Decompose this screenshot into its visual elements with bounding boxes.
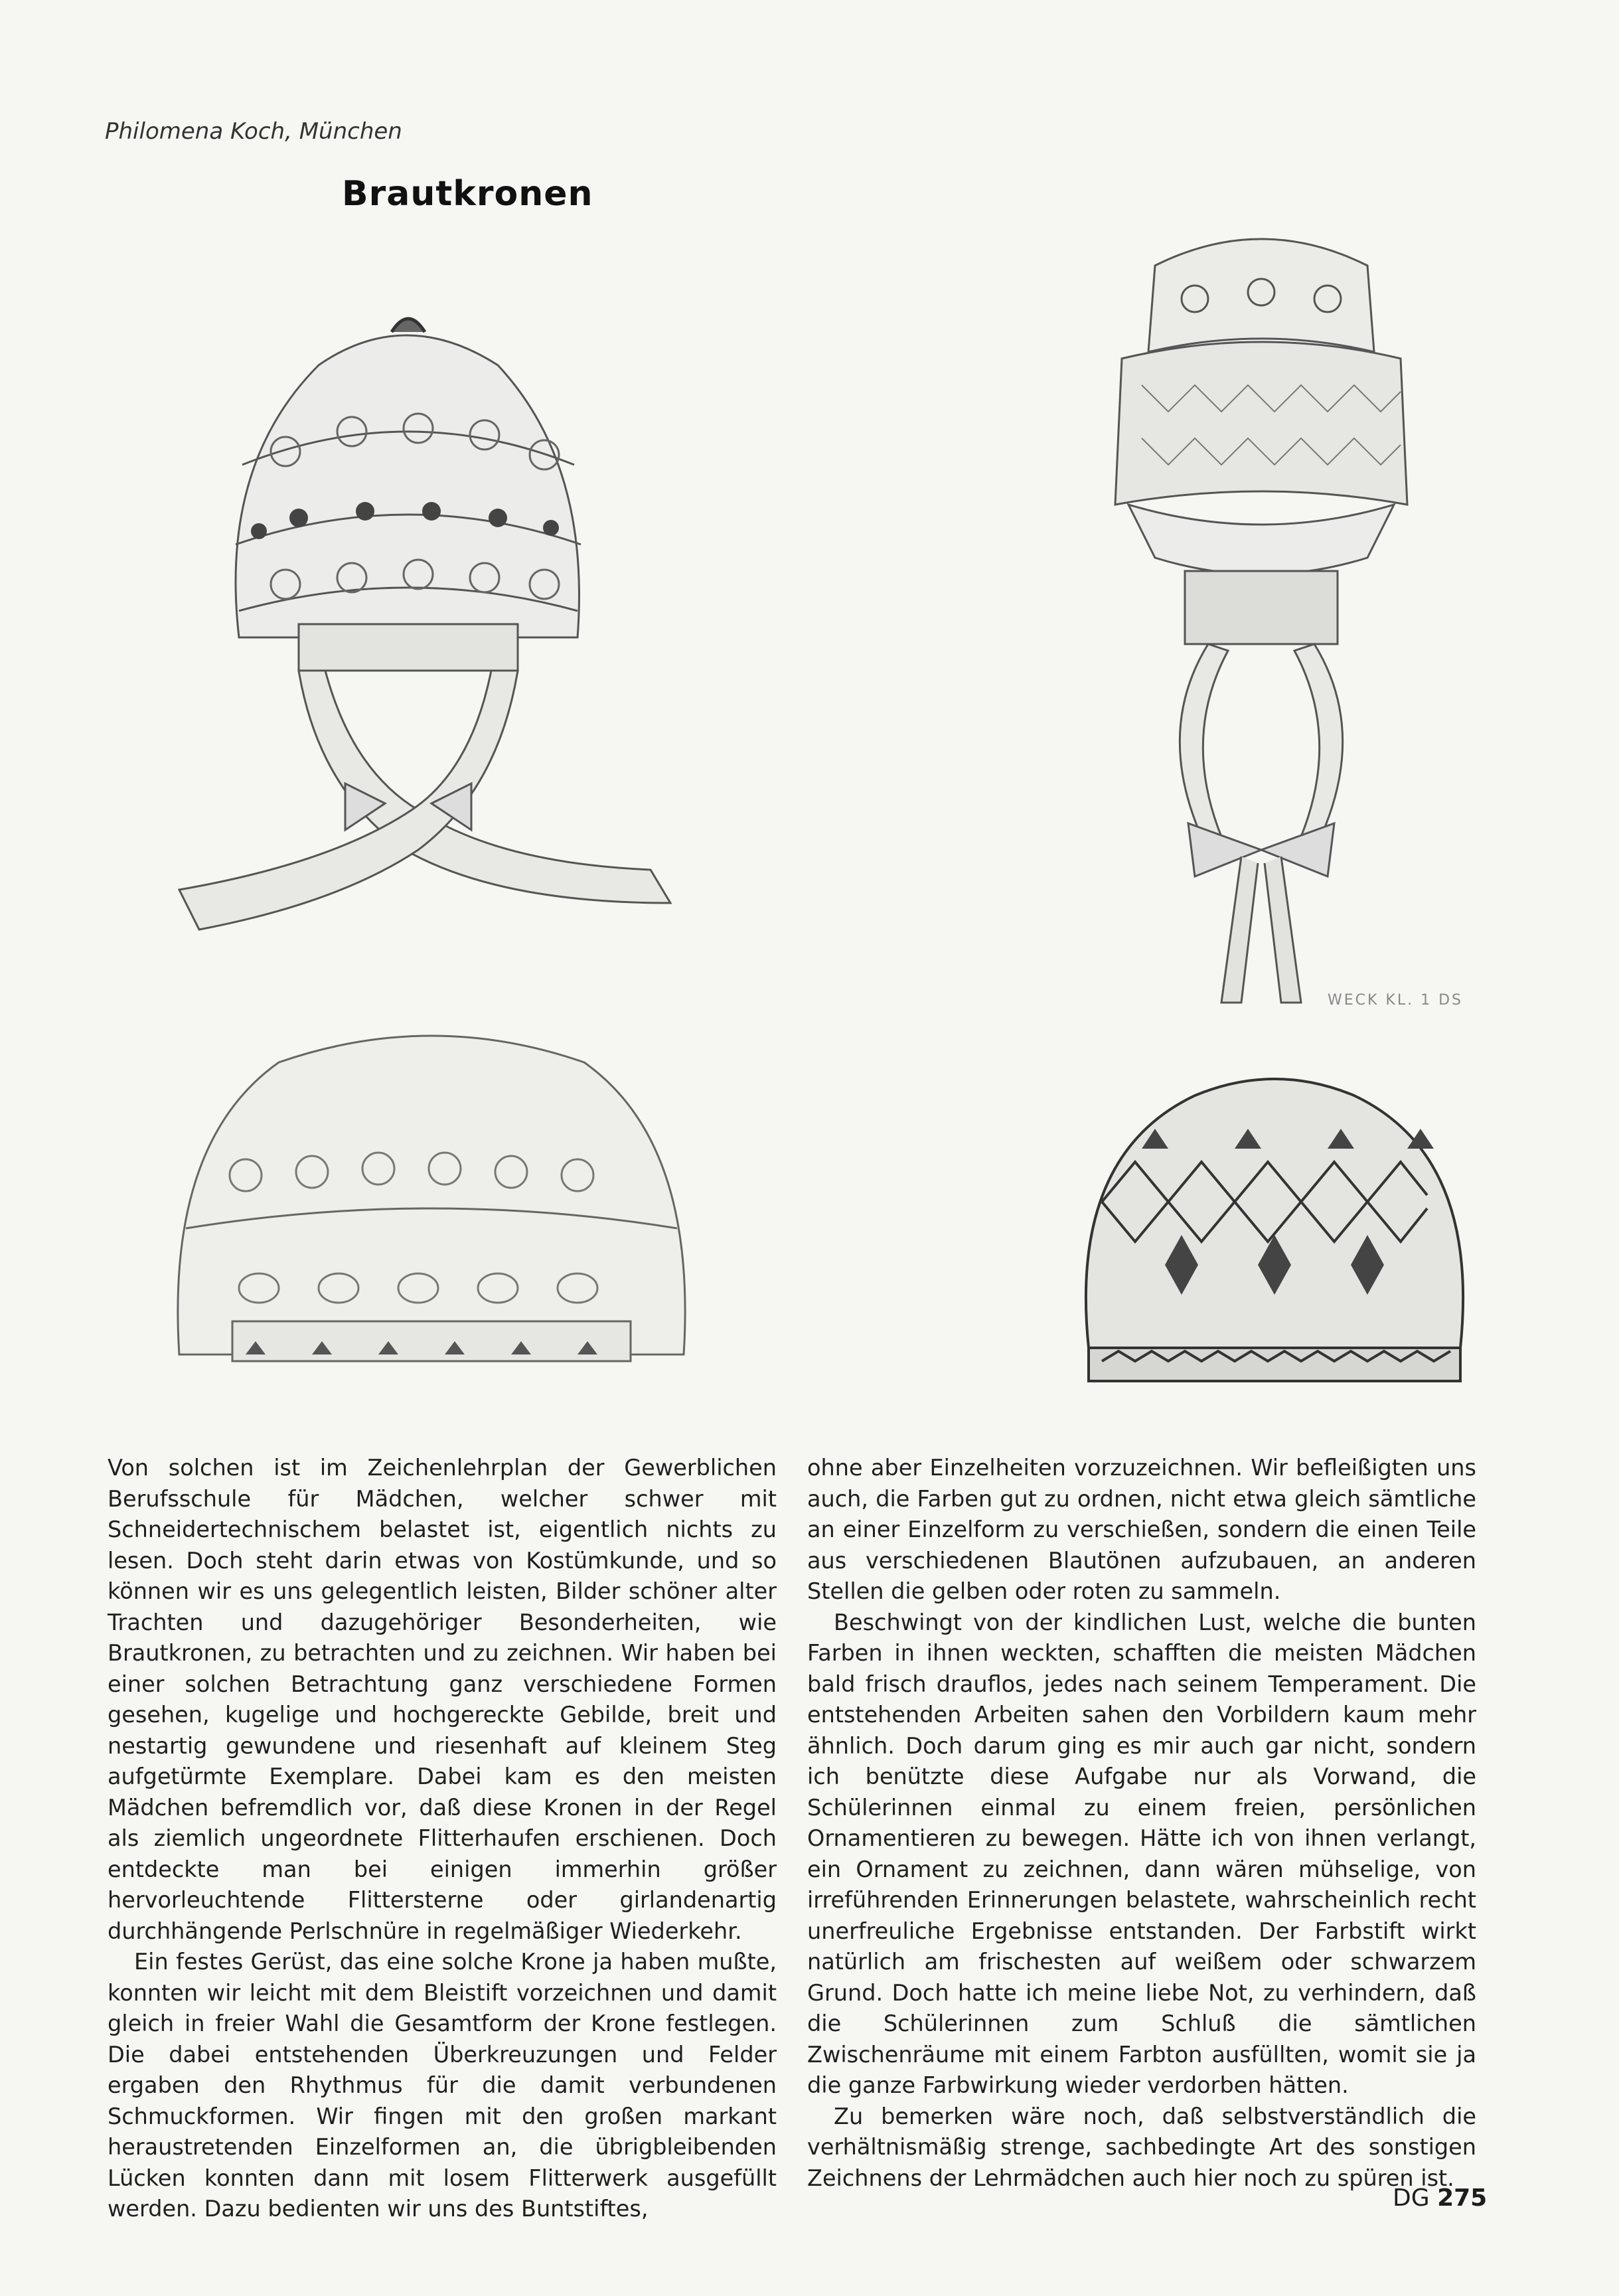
page-footer bbox=[1393, 2184, 1487, 2212]
paragraph: Zu bemerken wäre noch, daß selbstverständlich die verhältnismäßig strenge, sachbedingte Art des sonstigen Zeichnens der Lehrmädchen auch hier noch zu spüren ist. bbox=[807, 2103, 1476, 2191]
paragraph: Von solchen ist im Zeichenlehrplan der Gewerblichen Berufsschule für Mädchen, welcher schwer mit Schneidertechnischem belastet ist, eigentlich nichts zu lesen. Doch steht darin etwas von Kostümkunde, und so können wir es uns gelegentlich leisten, Bilder schöner alter Trachten und dazugehöriger Besonderheiten, wie Brautkronen, zu betrachten und zu zeichnen. Wir haben bei einer solchen Betrachtung ganz verschiedene Formen gesehen, kugelige und hochgereckte Gebilde, breit und nestartig gewundene und riesenhaft auf kleinem Steg aufgetürmte Exemplare. Dabei kam es den meisten Mädchen befremdlich vor, daß diese Kronen in der Regel als ziemlich ungeordnete Flitterhaufen erschienen. Doch entdeckte man bei einigen immerhin größer hervorleuchtende Flittersterne oder girlandenartig durchhängende Perlschnüre in regelmäßiger Wiederkehr. bbox=[108, 1455, 777, 1944]
crown-drawing-1 bbox=[100, 266, 730, 996]
crown-drawing-4 bbox=[1062, 1062, 1487, 1394]
figure-label-weck: WECK KL. 1 DS bbox=[1328, 992, 1463, 1009]
text-column-left bbox=[108, 1453, 777, 2225]
text-column-right bbox=[807, 1453, 1476, 2194]
paragraph: Beschwingt von der kindlichen Lust, welche die bunten Farben in ihnen weckten, schafften die meisten Mädchen bald frisch drauflos, jedes nach seinem Temperament. Die entstehenden Arbeiten sahen den Vorbildern kaum mehr ähnlich. Doch darum ging es mir auch gar nicht, sondern ich benützte diese Aufgabe nur als Vorwand, die Schülerinnen einmal zu einem freien, persönlichen Ornamentieren zu bewegen. Hätte ich von ihnen verlangt, ein Ornament zu zeichnen, dann wären mühselige, von irreführenden Erinnerungen belastete, wahrscheinlich recht unerfreuliche Ergebnisse entstanden. Der Farbstift wirkt natürlich am frischesten auf weißem oder schwarzem Grund. Doch hatte ich meine liebe Not, zu verhindern, daß die Schülerinnen zum Schluß die sämtlichen Zwischenräume mit einem Farbton ausfüllten, womit sie ja die ganze Farbwirkung wieder verdorben hätten. bbox=[807, 1609, 1476, 2098]
figure-crown-top-left bbox=[100, 266, 730, 996]
crown-drawing-3 bbox=[146, 1009, 717, 1381]
paragraph: ohne aber Einzelheiten vorzuzeichnen. Wir befleißigten uns auch, die Farben gut zu ordnen, nicht etwa gleich sämtliche an einer Einzelform zu verschießen, sondern die einen Teile aus verschiedenen Blautönen aufzubauen, an anderen Stellen die gelben oder roten zu sammeln. bbox=[807, 1455, 1476, 1604]
figure-crown-bottom-right bbox=[1062, 1062, 1487, 1394]
figure-crown-top-right bbox=[1022, 133, 1500, 1029]
figure-crown-bottom-left bbox=[146, 1009, 717, 1381]
article-title: Brautkronen bbox=[342, 174, 593, 214]
author-line: Philomena Koch, München bbox=[105, 118, 402, 145]
paragraph: Ein festes Gerüst, das eine solche Krone ja haben mußte, konnten wir leicht mit dem Bleistift vorzeichnen und damit gleich in freier Wahl die Gesamtform der Krone festlegen. Die dabei entstehenden Überkreuzungen und Felder ergaben den Rhythmus für die damit verbundenen Schmuckformen. Wir fingen mit den großen markant heraustretenden Einzelformen an, die übrigbleibenden Lücken konnten dann mit losem Flitterwerk ausgefüllt werden. Dazu bedienten wir uns des Buntstiftes, bbox=[108, 1949, 777, 2222]
journal-abbrev: DG bbox=[1393, 2184, 1430, 2212]
crown-drawing-2 bbox=[1022, 133, 1500, 1029]
page-number: 275 bbox=[1437, 2184, 1488, 2212]
